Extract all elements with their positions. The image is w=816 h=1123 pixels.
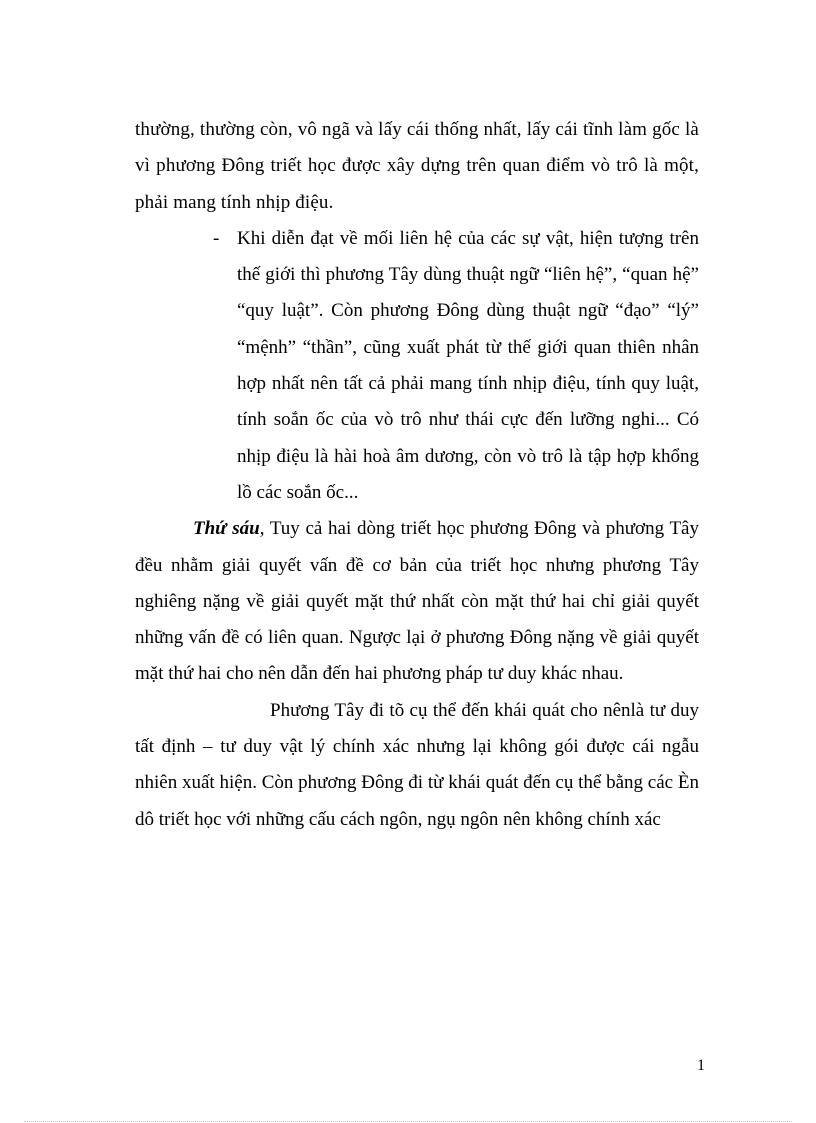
bullet-marker: - [213,227,220,249]
bullet-text: Khi diễn đạt về mối liên hệ của các sự vật, hiện tượng trên thế giới thì phương Tây dùng thuật ngữ “liên hệ”, “quan hệ” “quy luật”. Còn phương Đông dùng thuật ngữ “đạo” “lý” “mệnh” “thần”, cũng xuất phát từ thế giới quan thiên nhân hợp nhất nên tất cả phải mang tính nhịp điệu, tính quy luật, tính soắn ốc của vò trô như thái cực đến lưỡng nghi... Có nhịp điệu là hài hoà âm dương, còn vò trô là tập hợp khổng lồ các soắn ốc... [237,227,699,503]
paragraph-thu-sau [135,511,699,692]
page-body [135,112,699,838]
paragraph-thu-sau-text: , Tuy cả hai dòng triết học phương Đông và phương Tây đều nhằm giải quyết vấn đề cơ bản của triết học nhưng phương Tây nghiêng nặng về giải quyết mặt thứ nhất còn mặt thứ hai chỉ giải quyết những vấn đề có liên quan. Ngược lại ở phương Đông nặng về giải quyết mặt thứ hai cho nên dẫn đến hai phương pháp tư duy khác nhau. [135,518,699,685]
bullet-item [135,221,699,511]
paragraph-phuong-tay: Phương Tây đi tõ cụ thể đến khái quát cho nênlà tư duy tất định – tư duy vật lý chính xác nhưng lại không gói được cái ngẫu nhiên xuất hiện. Còn phương Đông đi từ khái quát đến cụ thể bằng các Èn dô triết học với những cấu cách ngôn, ngụ ngôn nên không chính xác [135,699,699,830]
paragraph-top: thường, thường còn, vô ngã và lấy cái thống nhất, lấy cái tĩnh làm gốc là vì phương Đông triết học được xây dựng trên quan điểm vò trô là một, phải mang tính nhịp điệu. [135,119,699,213]
page-bottom-divider [24,1121,792,1122]
paragraph-lead-heading: Thứ sáu [193,518,260,540]
page-number: 1 [697,1057,705,1074]
